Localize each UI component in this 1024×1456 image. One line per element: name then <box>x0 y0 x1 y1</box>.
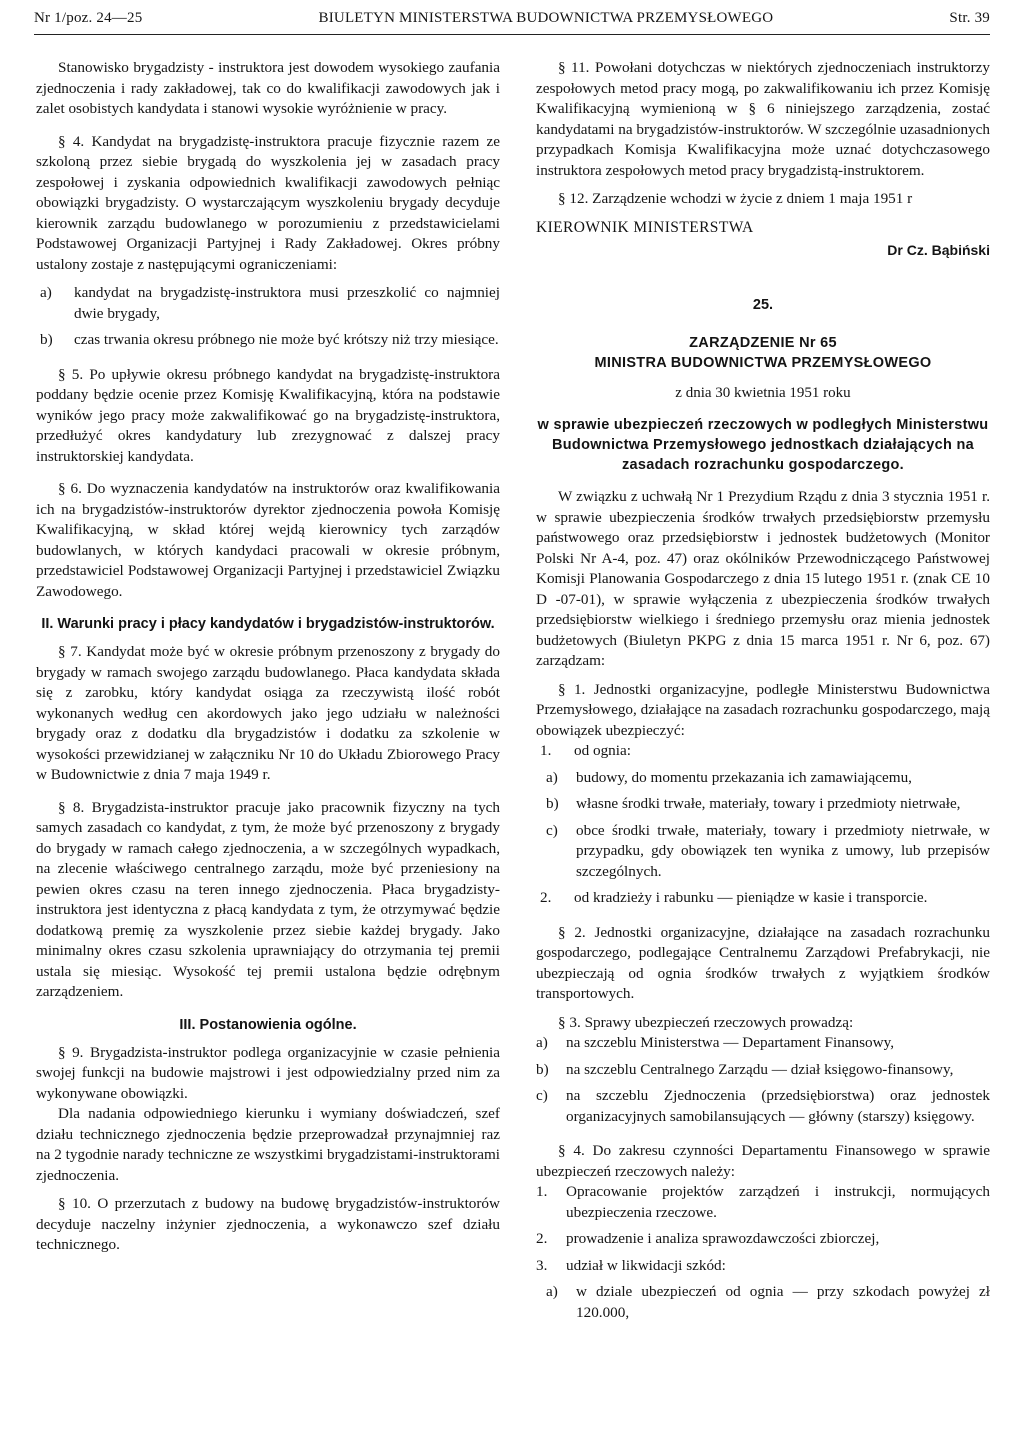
publication-title: BIULETYN MINISTERSTWA BUDOWNICTWA PRZEMYSŁOWEGO <box>318 10 774 26</box>
paragraph-9: § 9. Brygadzista-instruktor podlega organizacyjnie w czasie pełnienia swojej funkcji na budowie majstrowi i jest odpowiedzialny przed nim za wykonywane obowiązki. <box>36 1043 500 1102</box>
list-marker: c) <box>546 821 558 839</box>
list-text: na szczeblu Centralnego Zarządu — dział księgowo-finansowy, <box>566 1060 954 1078</box>
list-marker: a) <box>536 1034 548 1051</box>
list-text: Opracowanie projektów zarządzeń i instrukcji, normujących ubezpieczenia rzeczowe. <box>566 1183 990 1221</box>
list-marker: a) <box>40 284 52 301</box>
paragraph-7: § 7. Kandydat może być w okresie próbnym przenoszony z brygady do brygady w ramach swojego zarządu budowlanego. Płaca kandydata składa się z zarobku, który kandydat osiąga za rzeczywistą ilość robót wykonanych według cen akordowych jako jego udziału w należności brygady oraz z dodatku dla brygadzistów i dodatku za szkolenie w wysokości przewidzianej w załączniku Nr 10 do Układu Zbiorowego Pracy w Budownictwie z dnia 7 maja 1949 r. <box>36 643 500 783</box>
list-marker: 3. <box>536 1256 548 1274</box>
decree-title: ZARZĄDZENIE Nr 65 <box>689 335 837 351</box>
list-item <box>536 1086 990 1127</box>
list-text: obce środki trwałe, materiały, towary i przedmioty nietrwałe, w przypadku, gdy obowiązek ten wynika z umowy, lub przepisów szczególnych. <box>576 821 990 880</box>
right-column <box>536 58 990 1329</box>
paragraph-11: § 11. Powołani dotychczas w niektórych zjednoczeniach instruktorzy zespołowych metod pracy mogą, po zakwalifikowaniu ich przez Komisję Kwalifikacyjną wymienioną w § 6 niniejszego zarządzenia, zostać kandydatami na brygadzistów-instruktorów. W szczególnie uzasadnionych przypadkach Komisja Kwalifikacyjna może uznać dotychczasowego instruktora zespołowych metod pracy brygadzistą-instruktorem. <box>536 59 990 179</box>
intro-paragraph: Stanowisko brygadzisty - instruktora jest dowodem wysokiego zaufania zjednoczenia i rady zakładowej, tak co do kwalifikacji zawodowych jak i zalet osobistych kandydata i stanowi wysokie wyróżnienie w pracy. <box>36 59 500 117</box>
paragraph-6: § 6. Do wyznaczenia kandydatów na instruktorów oraz kwalifikowania ich na brygadzistów-instruktorów dyrektor zjednoczenia powoła Komisję Kwalifikacyjną, w skład której wejdą kierownicy tych zarządów budowlanych, w których kandydaci pracowali w okresie próbnym, przedstawiciel Podstawowej Organizacji Partyjnej i przedstawiciel Związku Zawodowego. <box>36 480 500 600</box>
list-marker: c) <box>536 1087 548 1104</box>
list-item <box>536 888 990 909</box>
section-heading-3: III. Postanowienia ogólne. <box>179 1016 357 1033</box>
list-text: udział w likwidacji szkód: <box>566 1256 726 1274</box>
list-text: własne środki trwałe, materiały, towary i przedmioty nietrwałe, <box>576 795 961 812</box>
list-item <box>36 330 500 351</box>
signatory-title: KIEROWNIK MINISTERSTWA <box>536 218 754 236</box>
list-item <box>536 768 990 789</box>
section-heading-2: II. Warunki pracy i płacy kandydatów i brygadzistów-instruktorów. <box>41 616 495 632</box>
page-number: Str. 39 <box>949 10 990 26</box>
list-item <box>536 794 990 815</box>
paragraph-8: § 8. Brygadzista-instruktor pracuje jako pracownik fizyczny na tych samych zasadach co kandydat, z tym, że może być przenoszony z brygady do brygady w ramach całego zjednoczenia, a w szczególnych wypadkach, na zlecenie właściwego centralnego zarządu, może być przeniesiony na pewien okres czasu na teren innego zjednoczenia. Płaca brygadzisty-instruktora jest identyczna z płacą kandydata z tym, że otrzymywać będzie dodatkową premię za wyszkolenie przez siebie każdej brygady. Jako minimalny okres czasu szkolenia uprawniający do otrzymania tej premii ustala się miesiąc. Wysokość tej premii ustalona będzie odrębnym zarządzeniem. <box>36 798 500 1000</box>
list-text: od kradzieży i rabunku — pieniądze w kasie i transporcie. <box>574 889 928 906</box>
section-4: § 4. Do zakresu czynności Departamentu Finansowego w sprawie ubezpieczeń rzeczowych należy: <box>536 1142 990 1180</box>
list-marker: a) <box>546 1283 558 1300</box>
list-text: w dziale ubezpieczeń od ognia — przy szkodach powyżej zł 120.000, <box>576 1283 990 1321</box>
list-text: czas trwania okresu próbnego nie może być krótszy niż trzy miesiące. <box>74 331 499 348</box>
list-item <box>536 1182 990 1223</box>
decree-subject: w sprawie ubezpieczeń rzeczowych w podległych Ministerstwu Budownictwa Przemysłowego jednostkach działających na zasadach rozrachunku gospodarczego. <box>537 417 989 473</box>
decree-date: z dnia 30 kwietnia 1951 roku <box>675 385 851 401</box>
list-item <box>536 821 990 883</box>
list-text: kandydat na brygadzistę-instruktora musi przeszkolić co najmniej dwie brygady, <box>74 284 500 322</box>
issue-number: Nr 1/poz. 24—25 <box>34 10 143 26</box>
list-text: na szczeblu Ministerstwa — Departament Finansowy, <box>566 1034 894 1051</box>
list-item <box>536 1033 990 1054</box>
document-number: 25. <box>752 296 774 313</box>
list-text: na szczeblu Zjednoczenia (przedsiębiorstwa) oraz jednostek organizacyjnych samobilansujących — główny (starszy) księgowy. <box>566 1087 990 1125</box>
preamble: W związku z uchwałą Nr 1 Prezydium Rządu z dnia 3 stycznia 1951 r. w sprawie ubezpieczenia środków trwałych przedsiębiorstw przemysłu państwowego oraz przedsiębiorstw i jednostek budżetowych (Monitor Polski Nr A-4, poz. 47) oraz okólników Przewodniczącego Państwowej Komisji Planowania Gospodarczego z dnia 15 lutego 1951 r. (znak CE 10 D -07-01), w sprawie wyłączenia z ubezpieczenia środków trwałych przedsiębiorstw wielkiego i średniego przemysłu oraz mienia jednostek budżetowych (Biuletyn PKPG z dnia 15 marca 1951 r. Nr 6, poz. 67) zarządzam: <box>536 488 990 669</box>
list-text: prowadzenie i analiza sprawozdawczości zbiorczej, <box>566 1230 880 1247</box>
paragraph-12: § 12. Zarządzenie wchodzi w życie z dniem 1 maja 1951 r <box>558 190 913 207</box>
list-text: budowy, do momentu przekazania ich zamawiającemu, <box>576 768 912 786</box>
paragraph-10: § 10. O przerzutach z budowy na budowę brygadzistów-instruktorów decyduje naczelny inżynier zjednoczenia, a wykonawczo szef działu technicznego. <box>36 1195 500 1253</box>
paragraph-9-cont: Dla nadania odpowiedniego kierunku i wymiany doświadczeń, szef działu technicznego zjednoczenia będzie przeprowadzał przynajmniej raz na 2 tygodnie narady techniczne ze wszystkimi brygadzistami-instruktorami zjednoczenia. <box>36 1105 500 1184</box>
list-text: od ognia: <box>574 742 631 759</box>
page-header <box>34 10 990 32</box>
decree-issuer: MINISTRA BUDOWNICTWA PRZEMYSŁOWEGO <box>594 355 932 371</box>
list-marker: 1. <box>540 742 552 759</box>
list-item <box>536 741 990 762</box>
header-rule <box>34 34 990 35</box>
list-marker: 2. <box>536 1230 548 1247</box>
list-marker: a) <box>546 768 558 786</box>
list-item <box>36 283 500 324</box>
signature-name: Dr Cz. Bąbiński <box>887 242 990 258</box>
left-column <box>36 58 500 1256</box>
list-marker: b) <box>546 795 559 812</box>
list-marker: 1. <box>536 1183 548 1200</box>
list-item <box>536 1229 990 1250</box>
list-marker: 2. <box>540 889 552 906</box>
section-3: § 3. Sprawy ubezpieczeń rzeczowych prowadzą: <box>558 1013 854 1031</box>
section-2: § 2. Jednostki organizacyjne, działające na zasadach rozrachunku gospodarczego, podlegające Centralnemu Zarządowi Prefabrykacji, nie ubezpieczają od ognia środków trwałych z wyjątkiem środków transportowych. <box>536 923 990 1002</box>
paragraph-4: § 4. Kandydat na brygadzistę-instruktora pracuje fizycznie razem ze szkoloną przez siebie brygadą do wyszkolenia jej w zasadach pracy zespołowej i zyskania odpowiednich kwalifikacji zawodowych pełniąc obowiązki brygadzisty. O wystarczającym wyszkoleniu brygady decyduje kierownik zarządu budowlanego w porozumieniu z przedstawicielami Podstawowej Organizacji Partyjnej i Rady Zakładowej. Okres próbny ustalony zostaje z następującymi ograniczeniami: <box>36 132 500 273</box>
list-item <box>536 1282 990 1323</box>
list-item <box>536 1256 990 1277</box>
paragraph-5: § 5. Po upływie okresu próbnego kandydat na brygadzistę-instruktora poddany będzie ocenie przez Komisję Kwalifikacyjną, która na podstawie wyników jego pracy może zakwalifikować go na brygadzistę-instruktora, przedłużyć okres kandydatury lub zrezygnować z dalszej pracy instruktorskiej kandydata. <box>36 365 500 465</box>
list-item <box>536 1060 990 1081</box>
list-marker: b) <box>536 1060 549 1078</box>
list-marker: b) <box>40 331 53 348</box>
section-1: § 1. Jednostki organizacyjne, podległe Ministerstwu Budownictwa Przemysłowego, działające na zasadach rozrachunku gospodarczego, mają obowiązek ubezpieczyć: <box>536 680 990 739</box>
